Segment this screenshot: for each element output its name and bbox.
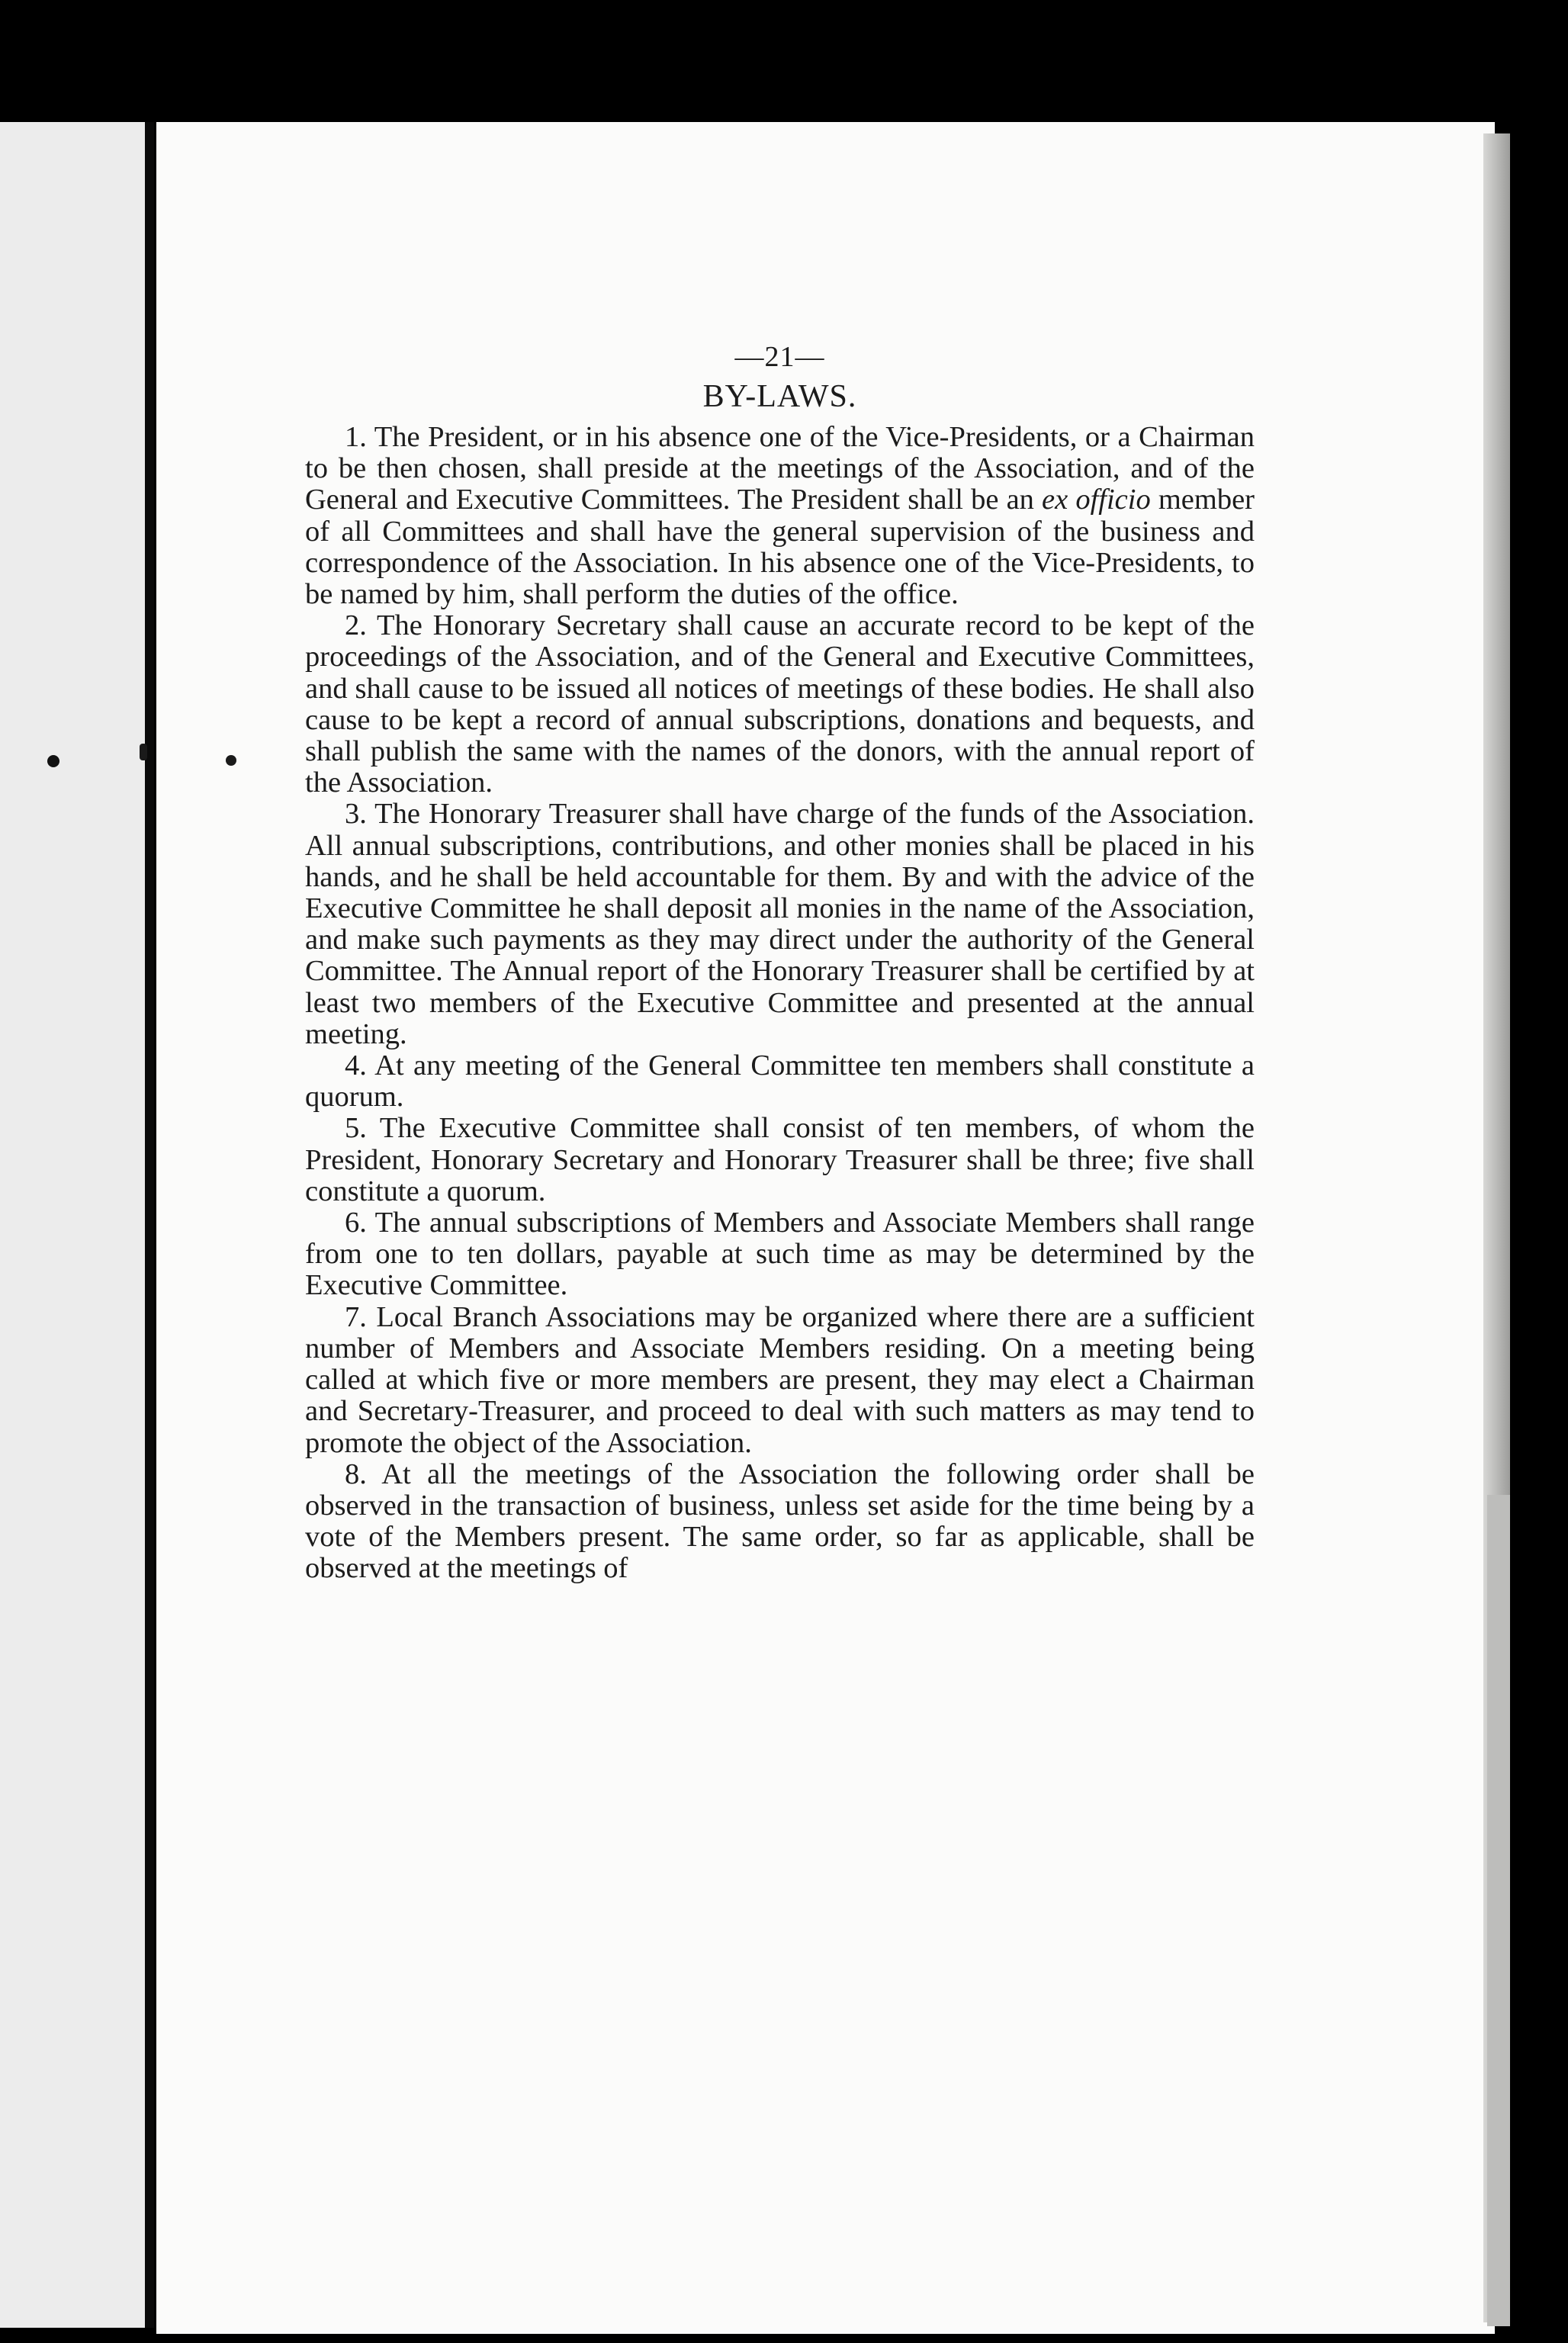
binding-hole — [226, 755, 236, 766]
bylaw-4: 4. At any meeting of the General Committee ten members shall constitute a quorum. — [305, 1049, 1255, 1114]
bylaw-5: 5. The Executive Committee shall consist of ten members, of whom the President, Honorary Secretary and Honorary Treasurer shall be three; five shall constitute a quorum. — [305, 1112, 1255, 1207]
binding-mark — [140, 744, 147, 760]
bylaw-1-text-start: 1. The President, or in his absence one of the Vice-Presidents, or a Chairman to be then chosen, shall preside at the meetings of the Association, and of the General and Executive Committees. The President shall be an — [305, 421, 1255, 516]
underlying-leaf-edge — [1487, 1495, 1510, 2326]
bylaw-2: 2. The Honorary Secretary shall cause an accurate record to be kept of the proceedings of the Association, and of the General and Executive Committees, and shall cause to be issued all notices of meetings of these bodies. He shall also cause to be kept a record of annual subscriptions, donations and bequests, and shall publish the same with the names of the donors, with the annual report of the Association. — [305, 609, 1255, 799]
binding-hole — [47, 755, 59, 767]
book-spine — [145, 122, 154, 2328]
bylaw-8: 8. At all the meetings of the Association the following order shall be observed in the transaction of business, unless set aside for the time being by a vote of the Members present. The same order, so far as applicable, shall be observed at the meetings of — [305, 1458, 1255, 1585]
bylaw-1-text-end: member of all Committees and shall have the general supervision of the business and correspondence of the Association. In his absence one of the Vice-Presidents, to be named by him, shall perform the duties of the office. — [305, 484, 1255, 611]
bylaw-1-emphasis: ex officio — [1042, 484, 1151, 516]
bylaw-1 — [305, 422, 1255, 610]
bylaw-3: 3. The Honorary Treasurer shall have charge of the funds of the Association. All annual subscriptions, contributions, and other monies shall be placed in his hands, and he shall be held accountable for them. By and with the advice of the Executive Committee he shall deposit all monies in the name of the Association, and make such payments as they may direct under the authority of the General Committee. The Annual report of the Honorary Treasurer shall be certified by at least two members of the Executive Committee and presented at the annual meeting. — [305, 798, 1255, 1050]
bylaw-6: 6. The annual subscriptions of Members and Associate Members shall range from one to ten dollars, payable at such time as may be determined by the Executive Committee. — [305, 1207, 1255, 1302]
page-heading: BY-LAWS. — [702, 379, 857, 414]
page-text — [305, 339, 1255, 1585]
bylaw-7: 7. Local Branch Associations may be organized where there are a sufficient number of Members and Associate Members residing. On a meeting being called at which five or more members are present, they may elect a Chairman and Secretary-Treasurer, and proceed to deal with such matters as may tend to promote the object of the Association. — [305, 1300, 1255, 1459]
previous-page-edge — [0, 122, 149, 2328]
page-number: —21— — [734, 341, 825, 373]
